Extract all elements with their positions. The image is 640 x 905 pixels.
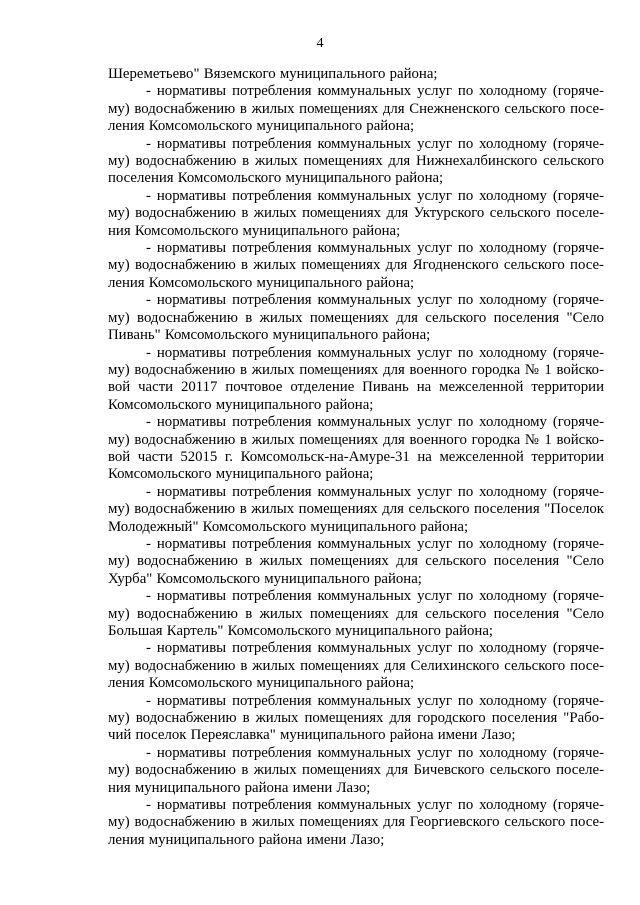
document-body bbox=[108, 66, 604, 849]
paragraph-poselok-molodezhny: - нормативы потребления коммунальных услуг по холодному (горяче-му) водоснабжению в жилых помещениях для сельского поселения "Поселок Молодежный" Комсомольского муниципального района; bbox=[108, 483, 604, 535]
paragraph-bichevskoe: - нормативы потребления коммунальных услуг по холодному (горяче-му) водоснабжению в жилых помещениях для Бичевского сельского поселе-ния муниципального района имени Лазо; bbox=[108, 744, 604, 796]
paragraph-snezhnenskoe: - нормативы потребления коммунальных услуг по холодному (горяче-му) водоснабжению в жилых помещениях для Снежненского сельского посе-ления Комсомольского муниципального района; bbox=[108, 83, 604, 135]
paragraph-military-town-20117: - нормативы потребления коммунальных услуг по холодному (горяче-му) водоснабжению в жилых помещениях для военного городка № 1 войско-вой части 20117 почтовое отделение Пивань на межселенной территории Комсомольского муниципального района; bbox=[108, 344, 604, 413]
paragraph-nizhnekhalbinskoe: - нормативы потребления коммунальных услуг по холодному (горяче-му) водоснабжению в жилых помещениях для Нижнехалбинского сельского поселения Комсомольского муниципального района; bbox=[108, 135, 604, 187]
paragraph-continuation: Шереметьево" Вяземского муниципального района; bbox=[108, 66, 438, 82]
paragraph-yagodnenskoe: - нормативы потребления коммунальных услуг по холодному (горяче-му) водоснабжению в жилых помещениях для Ягодненского сельского посе-ления Комсомольского муниципального района; bbox=[108, 240, 604, 291]
paragraph-selo-khurba: - нормативы потребления коммунальных услуг по холодному (горяче-му) водоснабжению в жилых помещениях для сельского поселения "Село Хурба" Комсомольского муниципального района; bbox=[108, 535, 604, 587]
paragraph-military-town-52015: - нормативы потребления коммунальных услуг по холодному (горяче-му) водоснабжению в жилых помещениях для военного городка № 1 войско-вой части 52015 г. Комсомольск-на-Амуре-31 на межселенной территории Комсомольского муниципального района; bbox=[108, 414, 604, 483]
paragraph-pereyaslavka: - нормативы потребления коммунальных услуг по холодному (горяче-му) водоснабжению в жилых помещениях для городского поселения "Рабо-чий поселок Переяславка" муниципального района имени Лазо; bbox=[108, 692, 604, 744]
page-number: 4 bbox=[316, 36, 324, 51]
paragraph-selo-bolshaya-kartel: - нормативы потребления коммунальных услуг по холодному (горяче-му) водоснабжению в жилых помещениях для сельского поселения "Село Большая Картель" Комсомольского муниципального района; bbox=[108, 588, 604, 639]
paragraph-ukturskoe: - нормативы потребления коммунальных услуг по холодному (горяче-му) водоснабжению в жилых помещениях для Уктурского сельского поселе-ния Комсомольского муниципального района; bbox=[108, 187, 604, 239]
paragraph-georgievskoe: - нормативы потребления коммунальных услуг по холодному (горяче-му) водоснабжению в жилых помещениях для Георгиевского сельского посе-ления муниципального района имени Лазо; bbox=[108, 797, 604, 848]
paragraph-selikhinskoe: - нормативы потребления коммунальных услуг по холодному (горяче-му) водоснабжению в жилых помещениях для Селихинского сельского посе-ления Комсомольского муниципального района; bbox=[108, 640, 604, 692]
paragraph-selo-pivan: - нормативы потребления коммунальных услуг по холодному (горяче-му) водоснабжению в жилых помещениях для сельского поселения "Село Пивань" Комсомольского муниципального района; bbox=[108, 292, 604, 344]
